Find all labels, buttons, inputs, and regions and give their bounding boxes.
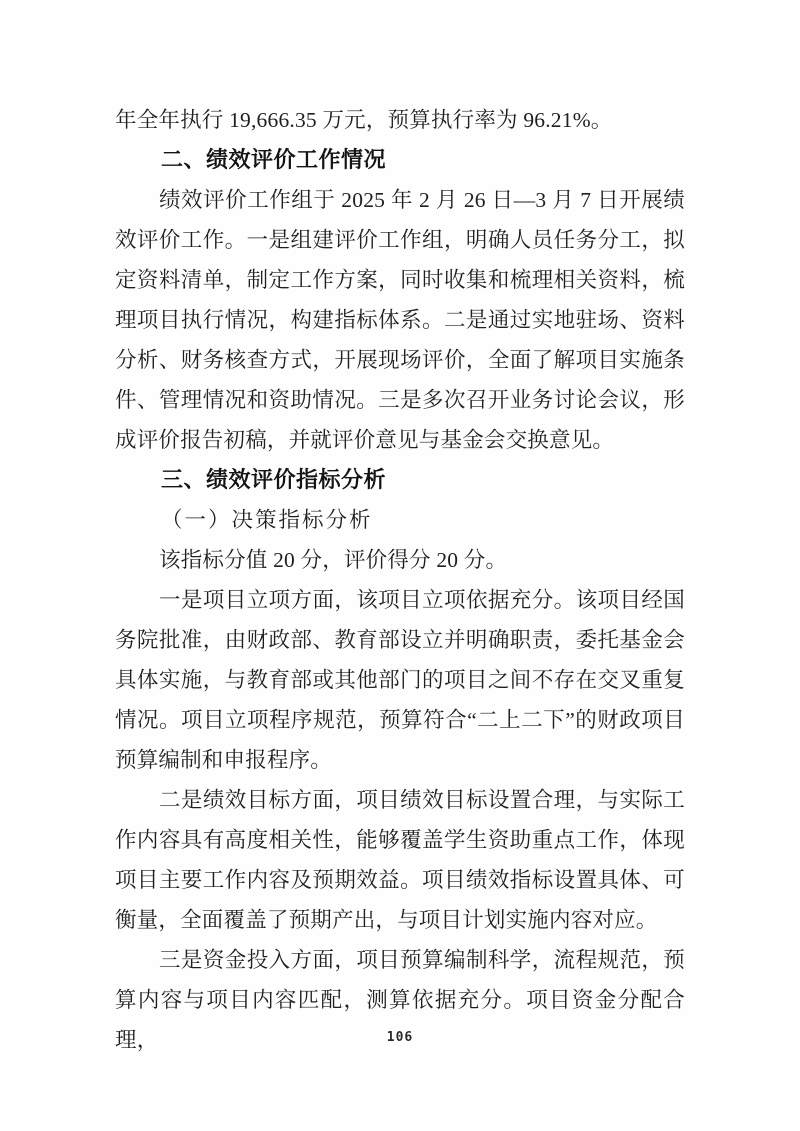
page-number: 106	[386, 1030, 414, 1045]
paragraph-indicator-score: 该指标分值 20 分，评价得分 20 分。	[159, 548, 508, 572]
paragraph-fund-input: 三是资金投入方面，项目预算编制科学，流程规范，预算内容与项目内容匹配，测算依据充分。项目资金分配合理，	[115, 948, 685, 1052]
paragraph-evaluation-work-process: 绩效评价工作组于 2025 年 2 月 26 日—3 月 7 日开展绩效评价工作。一是组建评价工作组，明确人员任务分工，拟定资料清单，制定工作方案，同时收集和梳理相关资料，梳理项目执行情况，构建指标体系。二是通过实地驻场、资料分析、财务核查方式，开展现场评价，全面了解项目实施条件、管理情况和资助情况。三是多次召开业务讨论会议，形成评价报告初稿，并就评价意见与基金会交换意见。	[115, 188, 685, 452]
paragraph-budget-execution-continuation: 年全年执行 19,666.35 万元，预算执行率为 96.21%。	[115, 108, 613, 132]
sub-heading-decision-indicator-analysis: （一）决策指标分析	[161, 508, 373, 532]
section-heading-indicator-analysis: 三、绩效评价指标分析	[161, 467, 387, 492]
section-heading-evaluation-work: 二、绩效评价工作情况	[161, 147, 387, 172]
paragraph-project-approval: 一是项目立项方面，该项目立项依据充分。该项目经国务院批准，由财政部、教育部设立并明确职责，委托基金会具体实施，与教育部或其他部门的项目之间不存在交叉重复情况。项目立项程序规范，预算符合“二上二下”的财政项目预算编制和申报程序。	[115, 588, 685, 772]
paragraph-performance-goals: 二是绩效目标方面，项目绩效目标设置合理，与实际工作内容具有高度相关性，能够覆盖学生资助重点工作，体现项目主要工作内容及预期效益。项目绩效指标设置具体、可衡量，全面覆盖了预期产出，与项目计划实施内容对应。	[115, 788, 685, 932]
document-body	[115, 100, 685, 1060]
